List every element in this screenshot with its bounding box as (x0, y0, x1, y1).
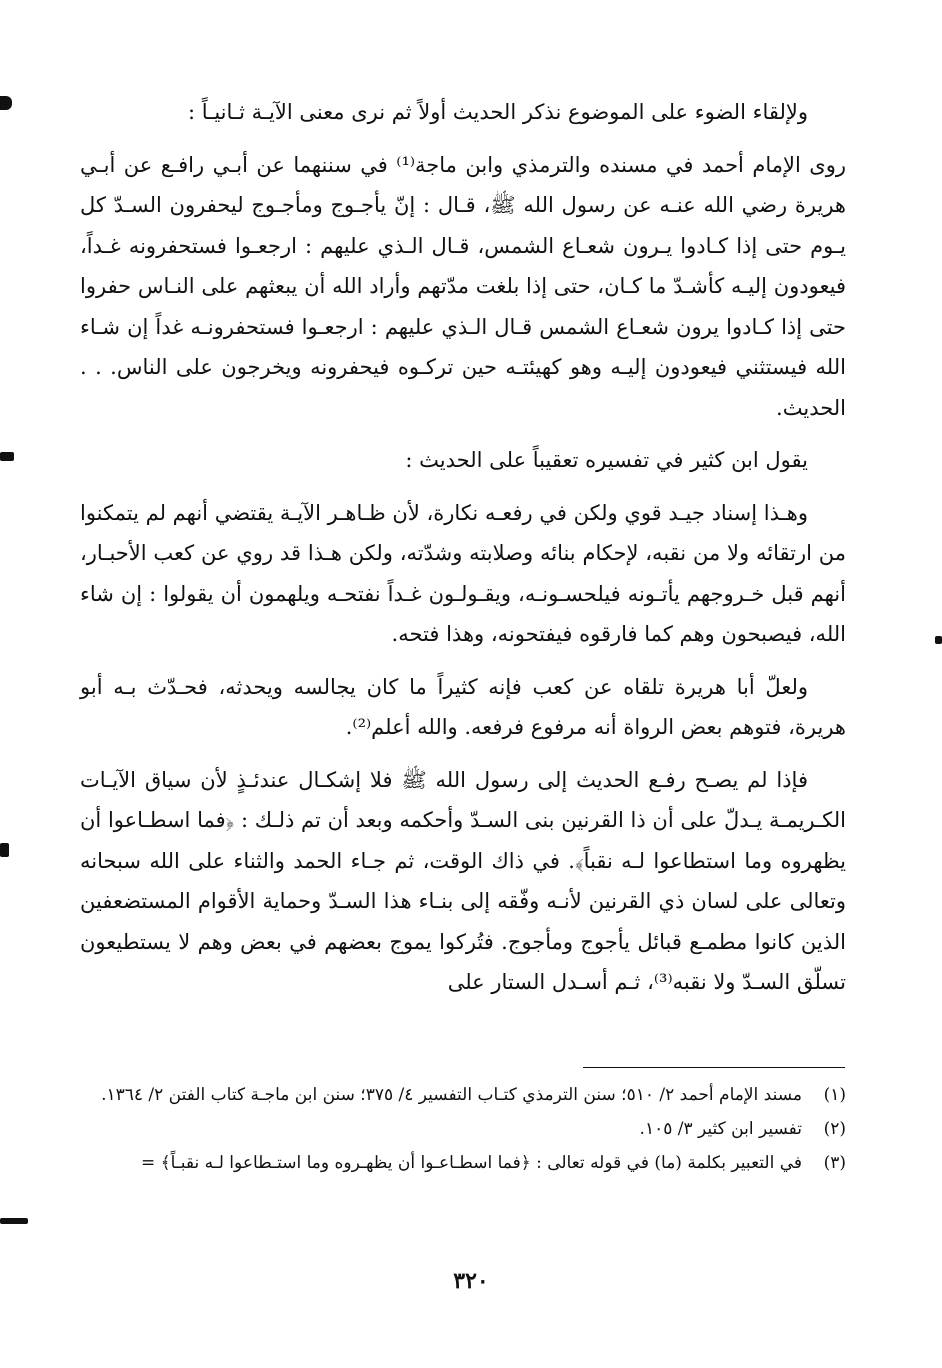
scan-edge-mark (0, 843, 9, 857)
footnote-number: (٣) (823, 1153, 846, 1173)
footnote-2 (80, 1114, 846, 1144)
footnote-number: (١) (823, 1085, 846, 1105)
footnote-text: تفسير ابن كثير ٣/ ١٠٥. (639, 1119, 802, 1139)
scan-edge-mark (0, 96, 12, 110)
scan-edge-mark (0, 1218, 28, 1224)
scan-edge-mark (0, 452, 14, 461)
paragraph-intro: ولإلقاء الضوء على الموضوع نذكر الحديث أولاً ثم نرى معنى الآيـة ثـانيـاً : (188, 100, 808, 124)
main-text (80, 92, 846, 1015)
paragraph-conclusion: فإذا لم يصـح رفـع الحديث إلى رسول الله ﷺ فلا إشكـال عندئـذٍ لأن سياق الآيـات الكـريمـة يـدلّ على أن ذا القرنين بنى السـدّ وأحكمه وبعد أن تم ذلـك : ﴿فما اسطـاعوا أن يظهروه وما استطاعوا لـه نقباً﴾. في ذاك الوقت، ثم جـاء الحمد والثناء على الله سبحانه وتعالى على لسان ذي القرنين لأنـه وفّقه إلى بنـاء هذا السـدّ وحماية الأقوام المستضعفين الذين كانوا مطمـع قبائل يأجوج ومأجوج. فتُركوا يموج بعضهم في بعض وهم لا يستطيعون تسلّق السـدّ ولا نقبه⁽³⁾، ثـم أسـدل الستار على (80, 767, 846, 994)
paragraph-ibn-kathir-intro: يقول ابن كثير في تفسيره تعقيباً على الحديث : (405, 448, 808, 472)
footnote-3 (80, 1148, 846, 1178)
paragraph-ibn-kathir-quote: وهـذا إسناد جيـد قوي ولكن في رفعـه نكارة، لأن ظـاهـر الآيـة يقتضي أنهم لم يتمكنوا من ارتقائه ولا من نقبه، لإحكام بنائه وصلابته وشدّته، ولكن هـذا قد روي عن كعب الأحبـار، أنهم قبل خـروجهم يأتـونه فيلحسـونـه، ويقـولـون غـداً نفتحـه ويلهمون أن يقولوا : إن شاء الله، فيصبحون وهم كما فارقوه فيفتحونه، وهذا فتحه. (80, 500, 846, 646)
footnote-separator (583, 1067, 845, 1068)
footnote-text: مسند الإمام أحمد ٢/ ٥١٠؛ سنن الترمذي كتـاب التفسير ٤/ ٣٧٥؛ سنن ابن ماجـة كتاب الفتن ٢/ ١٣٦٤. (101, 1085, 802, 1105)
footnote-1 (80, 1080, 846, 1110)
paragraph-abu-hurayrah: ولعلّ أبا هريرة تلقاه عن كعب فإنه كثيراً ما كان يجالسه ويحدثه، فحـدّث بـه أبو هريرة، فتوهم بعض الرواة أنه مرفوع فرفعه. والله أعلم⁽²⁾. (80, 674, 846, 739)
footnote-text: في التعبير بكلمة (ما) في قوله تعالى : ﴿فما اسطـاعـوا أن يظهـروه وما استـطاعوا لـه نقبـاً﴾ = (141, 1153, 802, 1173)
page-number: ٣٢٠ (453, 1268, 489, 1294)
paragraph-hadith: روى الإمام أحمد في مسنده والترمذي وابن ماجة⁽¹⁾ في سننهما عن أبـي رافـع عن أبـي هريرة رضي الله عنـه عن رسول الله ﷺ، قـال : إنّ يأجـوج ومأجـوج ليحفرون السـدّ كل يـوم حتى إذا كـادوا يـرون شعـاع الشمس، قـال الـذي عليهم : ارجعـوا فستحفرونه غـداً، فيعودون إليـه كأشـدّ ما كـان، حتى إذا بلغت مدّتهم وأراد الله أن يبعثهم على النـاس حفروا حتى إذا كـادوا يرون شعـاع الشمس قـال الـذي عليهم : ارجعـوا فستحفرونـه غداً إن شـاء الله فيستثني فيعودون إليـه وهو كهيئتـه حين تركـوه فيحفرونه ويخرجون على الناس. . . الحديث. (80, 152, 846, 420)
footnotes (80, 1080, 846, 1182)
scan-edge-mark (935, 636, 942, 644)
footnote-number: (٢) (823, 1119, 846, 1139)
